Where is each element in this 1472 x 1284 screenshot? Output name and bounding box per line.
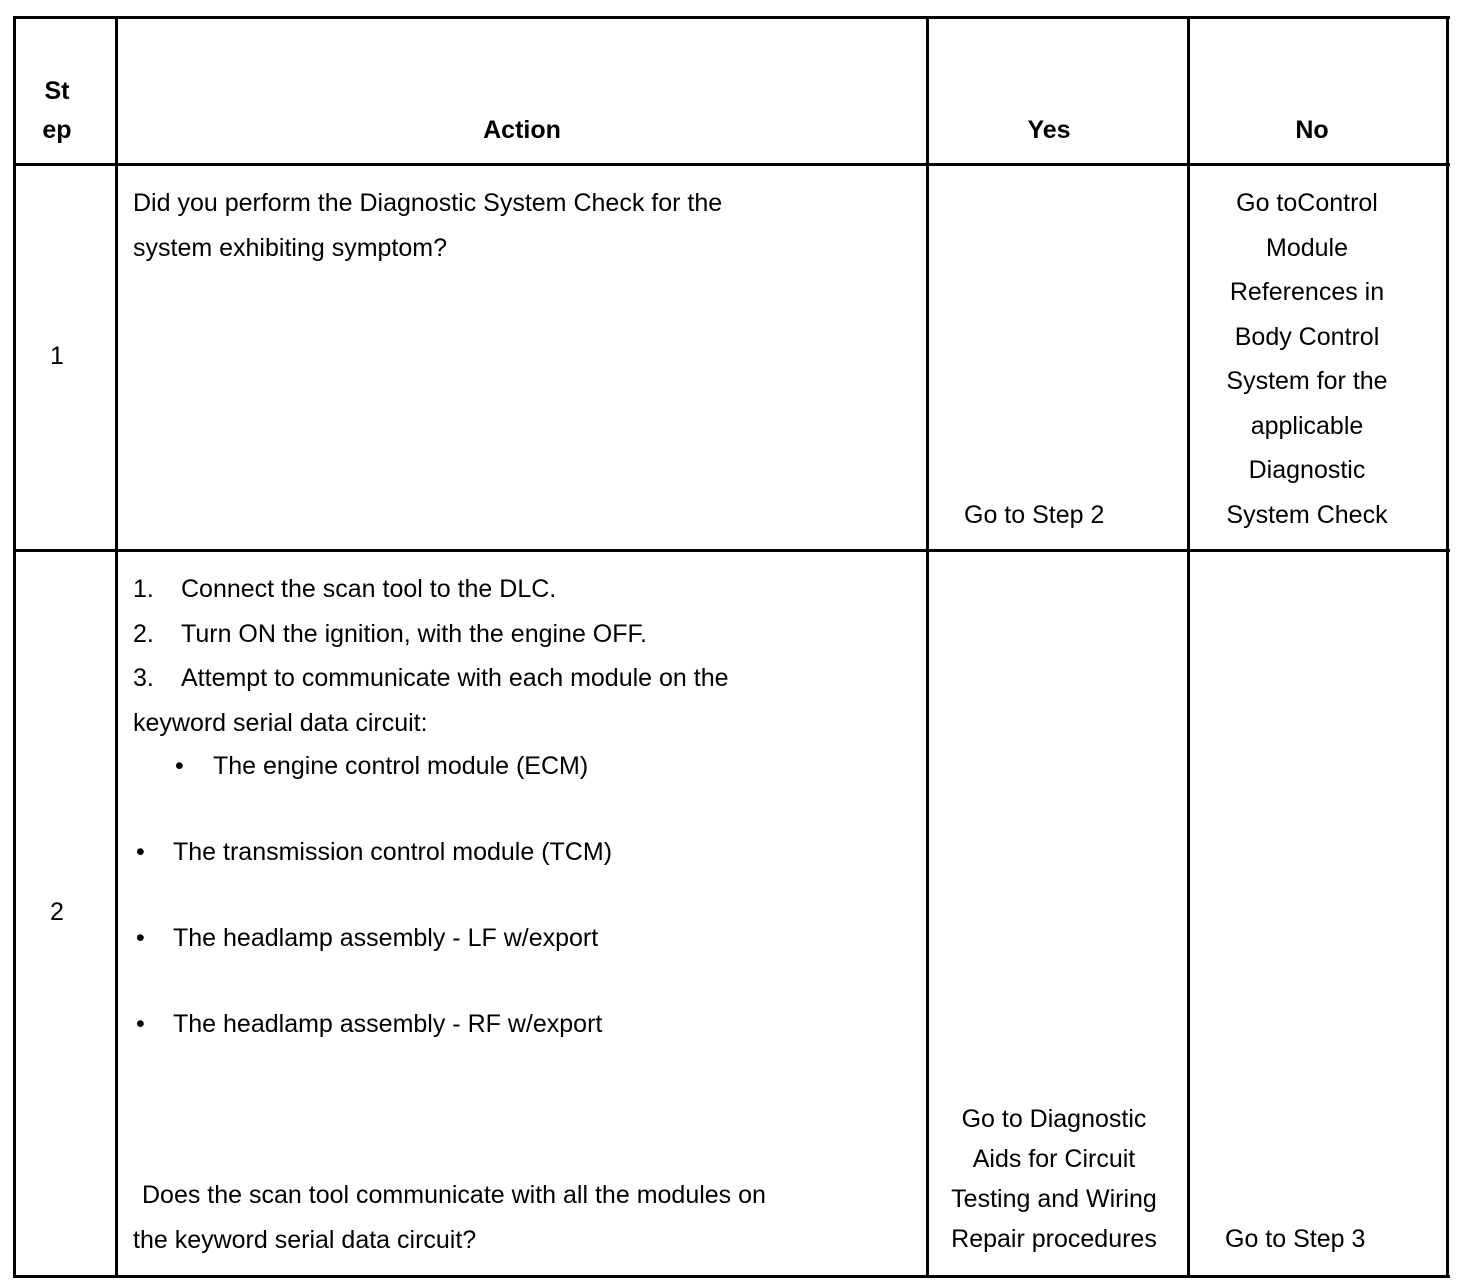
row1-bottom-border xyxy=(13,549,1450,552)
table-left-border xyxy=(13,16,16,1278)
list-item xyxy=(133,612,729,657)
row1-step-number: 1 xyxy=(50,342,64,370)
table-right-border xyxy=(1446,16,1449,1278)
list-item xyxy=(133,567,729,612)
table-top-border xyxy=(13,16,1450,19)
row1-no-line1: Go toControl xyxy=(1236,189,1378,217)
row1-no-line4: Body Control xyxy=(1234,322,1380,351)
row1-no-line2: Module xyxy=(1266,233,1348,262)
bullet-item-tcm xyxy=(136,838,612,867)
list-item-number: 2. xyxy=(133,619,154,648)
step-action-divider xyxy=(115,16,118,1278)
row2-question xyxy=(133,1173,766,1262)
row1-no xyxy=(1195,181,1419,537)
list-item-number: 3. xyxy=(133,664,154,692)
row1-no-line7: Diagnostic xyxy=(1248,456,1366,484)
row1-no-line5: System for the xyxy=(1226,367,1388,395)
list-item-continuation: keyword serial data circuit: xyxy=(133,708,428,737)
row1-no-line8: System Check xyxy=(1226,500,1388,529)
bullet-icon: • xyxy=(175,752,184,780)
row1-action xyxy=(133,181,722,270)
header-action: Action xyxy=(483,116,561,144)
row2-yes-line4: Repair procedures xyxy=(951,1225,1157,1253)
list-item-text: Connect the scan tool to the DLC. xyxy=(181,575,557,603)
bullet-text: The engine control module (ECM) xyxy=(213,752,589,780)
row2-no: Go to Step 3 xyxy=(1225,1225,1366,1253)
bullet-icon: • xyxy=(136,838,145,866)
bullet-item-rf-headlamp xyxy=(136,1010,602,1039)
row1-yes: Go to Step 2 xyxy=(964,501,1105,529)
row1-action-line2: system exhibiting symptom? xyxy=(133,233,448,262)
header-no: No xyxy=(1295,116,1329,144)
header-step xyxy=(16,72,98,150)
row2-question-line1: Does the scan tool communicate with all the modules on xyxy=(142,1181,766,1209)
header-step-line2: ep xyxy=(42,116,72,144)
bullet-icon: • xyxy=(136,924,145,952)
row2-yes xyxy=(932,1099,1176,1259)
list-item-text: Turn ON the ignition, with the engine OFF. xyxy=(181,619,647,648)
row1-no-line3: References in xyxy=(1229,278,1385,306)
yes-no-divider xyxy=(1187,16,1190,1278)
bullet-text: The headlamp assembly - RF w/export xyxy=(173,1010,603,1038)
row1-no-line6: applicable xyxy=(1250,411,1364,440)
bullet-icon: • xyxy=(136,1010,145,1038)
row2-yes-line3: Testing and Wiring xyxy=(951,1185,1157,1213)
list-item-number: 1. xyxy=(133,575,154,603)
header-step-line1: St xyxy=(44,77,70,105)
row1-action-line1: Did you perform the Diagnostic System Check for the xyxy=(133,189,723,217)
row2-yes-line1: Go to Diagnostic xyxy=(961,1105,1147,1133)
list-item-text: Attempt to communicate with each module on the xyxy=(181,664,729,692)
table-bottom-border xyxy=(13,1275,1450,1278)
row2-yes-line2: Aids for Circuit xyxy=(972,1145,1136,1173)
bullet-text: The headlamp assembly - LF w/export xyxy=(173,924,599,952)
list-item xyxy=(133,656,729,701)
header-yes: Yes xyxy=(1027,116,1071,144)
bullet-item-ecm xyxy=(175,752,588,781)
bullet-text: The transmission control module (TCM) xyxy=(173,838,613,866)
bullet-item-lf-headlamp xyxy=(136,924,598,953)
row2-question-line2: the keyword serial data circuit? xyxy=(133,1225,477,1254)
action-yes-divider xyxy=(926,16,929,1278)
row2-step-number: 2 xyxy=(50,898,64,926)
row2-numbered-steps xyxy=(133,567,729,745)
header-bottom-border xyxy=(13,163,1450,166)
